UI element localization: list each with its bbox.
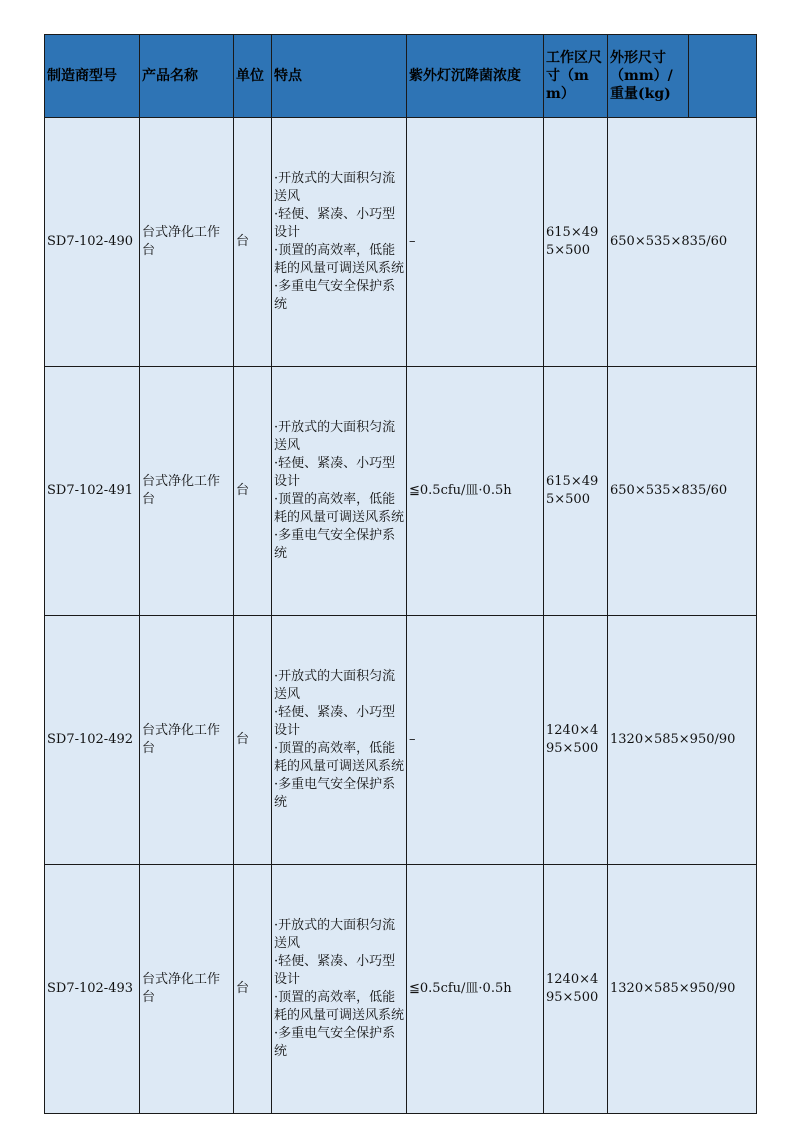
product-spec-table <box>44 34 757 1114</box>
header-concentration: 紫外灯沉降菌浓度 <box>407 35 544 118</box>
cell-unit: 台 <box>234 865 272 1114</box>
cell-features: ·开放式的大面积匀流送风 ·轻便、紧凑、小巧型设计 ·顶置的高效率，低能耗的风量可调送风系统 ·多重电气安全保护系统 <box>272 367 407 616</box>
table-row <box>45 118 757 367</box>
cell-unit: 台 <box>234 118 272 367</box>
cell-model: SD7-102-491 <box>45 367 140 616</box>
table-header-row <box>45 35 757 118</box>
cell-concentration: ≦0.5cfu/皿·0.5h <box>407 865 544 1114</box>
cell-unit: 台 <box>234 616 272 865</box>
cell-concentration: ≦0.5cfu/皿·0.5h <box>407 367 544 616</box>
table-row <box>45 616 757 865</box>
cell-model: SD7-102-493 <box>45 865 140 1114</box>
header-unit: 单位 <box>234 35 272 118</box>
cell-work-size: 615×495×500 <box>544 367 608 616</box>
cell-concentration: – <box>407 616 544 865</box>
cell-features: ·开放式的大面积匀流送风 ·轻便、紧凑、小巧型设计 ·顶置的高效率，低能耗的风量可调送风系统 ·多重电气安全保护系统 <box>272 118 407 367</box>
cell-outer-size: 650×535×835/60 <box>608 367 757 616</box>
header-name: 产品名称 <box>140 35 234 118</box>
cell-name: 台式净化工作台 <box>140 865 234 1114</box>
header-extra <box>689 35 756 117</box>
header-outer-size <box>608 35 757 118</box>
cell-model: SD7-102-490 <box>45 118 140 367</box>
cell-outer-size: 1320×585×950/90 <box>608 865 757 1114</box>
cell-model: SD7-102-492 <box>45 616 140 865</box>
header-work-size: 工作区尺寸（mm） <box>544 35 608 118</box>
header-outer-size-label: 外形尺寸（mm）/重量(kg) <box>608 35 689 117</box>
header-model: 制造商型号 <box>45 35 140 118</box>
table-row <box>45 367 757 616</box>
header-features: 特点 <box>272 35 407 118</box>
cell-work-size: 1240×495×500 <box>544 616 608 865</box>
cell-features: ·开放式的大面积匀流送风 ·轻便、紧凑、小巧型设计 ·顶置的高效率，低能耗的风量可调送风系统 ·多重电气安全保护系统 <box>272 616 407 865</box>
cell-features: ·开放式的大面积匀流送风 ·轻便、紧凑、小巧型设计 ·顶置的高效率，低能耗的风量可调送风系统 ·多重电气安全保护系统 <box>272 865 407 1114</box>
cell-unit: 台 <box>234 367 272 616</box>
cell-name: 台式净化工作台 <box>140 616 234 865</box>
cell-name: 台式净化工作台 <box>140 367 234 616</box>
cell-outer-size: 650×535×835/60 <box>608 118 757 367</box>
cell-name: 台式净化工作台 <box>140 118 234 367</box>
cell-work-size: 615×495×500 <box>544 118 608 367</box>
table-row <box>45 865 757 1114</box>
cell-concentration: – <box>407 118 544 367</box>
cell-outer-size: 1320×585×950/90 <box>608 616 757 865</box>
cell-work-size: 1240×495×500 <box>544 865 608 1114</box>
